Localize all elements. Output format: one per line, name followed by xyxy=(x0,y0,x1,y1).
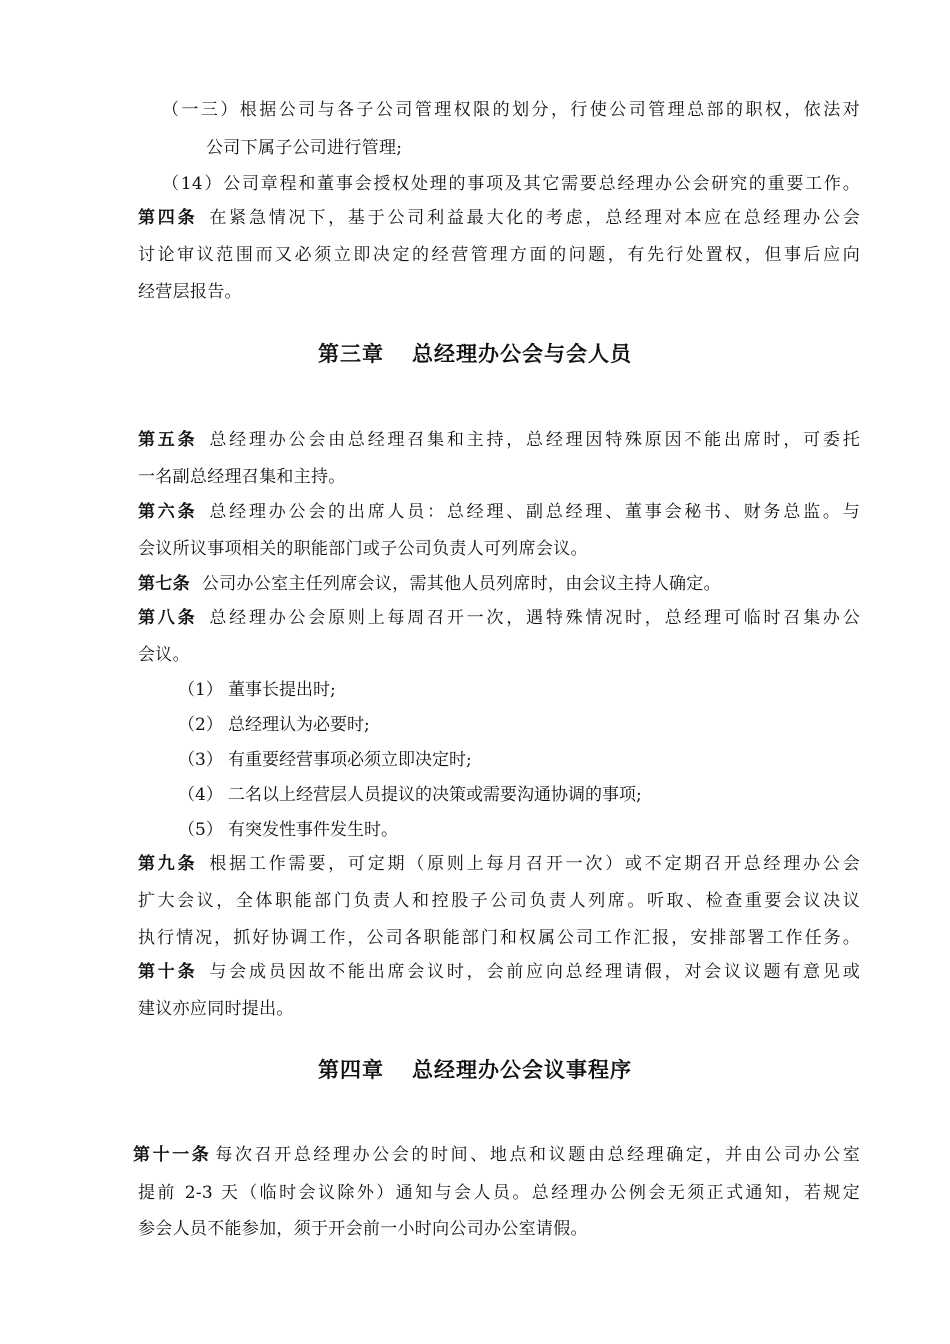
article-8-item-4 xyxy=(178,783,642,807)
article-11-line-2: 提前 2-3 天（临时会议除外）通知与会人员。总经理办公例会无须正式通知，若规定 xyxy=(138,1183,860,1203)
chapter-4-number: 第四章 xyxy=(318,1057,384,1082)
article-8-item-5 xyxy=(178,818,398,842)
item-13-line-1: （一三）根据公司与各子公司管理权限的划分，行使公司管理总部的职权，依法对 xyxy=(162,100,860,120)
article-11-line-1 xyxy=(133,1143,860,1167)
article-8-title: 第八条 xyxy=(138,608,198,628)
article-5-title: 第五条 xyxy=(138,430,198,450)
article-5-text: 总经理办公会由总经理召集和主持，总经理因特殊原因不能出席时，可委托 xyxy=(209,430,860,450)
article-8-item-3 xyxy=(178,748,472,772)
article-9-text: 根据工作需要，可定期（原则上每月召开一次）或不定期召开总经理办公会 xyxy=(209,854,860,874)
article-8-item-1 xyxy=(178,678,336,702)
article-4-title: 第四条 xyxy=(138,208,198,228)
article-11-text: 每次召开总经理办公会的时间、地点和议题由总经理确定，并由公司办公室 xyxy=(215,1145,861,1165)
article-4-text: 在紧急情况下，基于公司利益最大化的考虑，总经理对本应在总经理办公会 xyxy=(209,208,860,228)
article-10-text: 与会成员因故不能出席会议时，会前应向总经理请假，对会议议题有意见或 xyxy=(209,962,860,982)
article-9-line-2: 扩大会议，全体职能部门负责人和控股子公司负责人列席。听取、检查重要会议决议 xyxy=(138,891,860,911)
chapter-4-title: 总经理办公会议事程序 xyxy=(412,1057,632,1082)
item-13-line-2: 公司下属子公司进行管理; xyxy=(206,138,403,158)
item-number: （1） xyxy=(178,680,223,700)
article-9-line-3: 执行情况，抓好协调工作，公司各职能部门和权属公司工作汇报，安排部署工作任务。 xyxy=(138,928,860,948)
article-6-line-1 xyxy=(138,500,860,524)
chapter-3-number: 第三章 xyxy=(318,341,384,366)
article-7-text: 公司办公室主任列席会议，需其他人员列席时，由会议主持人确定。 xyxy=(201,574,721,594)
article-8-text: 总经理办公会原则上每周召开一次，遇特殊情况时，总经理可临时召集办公 xyxy=(209,608,860,628)
article-11-line-3: 参会人员不能参加，须于开会前一小时向公司办公室请假。 xyxy=(138,1219,588,1239)
article-6-title: 第六条 xyxy=(138,502,198,522)
chapter-3-heading xyxy=(0,340,950,368)
article-11-title: 第十一条 xyxy=(133,1145,212,1165)
article-8-item-2 xyxy=(178,713,370,737)
article-5-line-1 xyxy=(138,428,860,452)
article-10-title: 第十条 xyxy=(138,962,198,982)
article-6-line-2: 会议所议事项相关的职能部门或子公司负责人可列席会议。 xyxy=(138,539,588,559)
item-14: （14）公司章程和董事会授权处理的事项及其它需要总经理办公会研究的重要工作。 xyxy=(162,174,860,194)
article-8-line-2: 会议。 xyxy=(138,645,190,665)
article-9-title: 第九条 xyxy=(138,854,198,874)
article-4-line-1 xyxy=(138,206,860,230)
item-text: 有突发性事件发生时。 xyxy=(228,820,398,840)
article-5-line-2: 一名副总经理召集和主持。 xyxy=(138,467,346,487)
article-6-text: 总经理办公会的出席人员：总经理、副总经理、董事会秘书、财务总监。与 xyxy=(209,502,860,522)
item-text: 董事长提出时; xyxy=(228,680,336,700)
item-text: 总经理认为必要时; xyxy=(228,715,370,735)
item-number: （2） xyxy=(178,715,223,735)
article-7-title: 第七条 xyxy=(138,574,190,594)
article-4-line-2: 讨论审议范围而又必须立即决定的经营管理方面的问题，有先行处置权，但事后应向 xyxy=(138,245,860,265)
article-7-line-1 xyxy=(138,572,860,596)
item-number: （4） xyxy=(178,785,223,805)
item-number: （5） xyxy=(178,820,223,840)
article-10-line-2: 建议亦应同时提出。 xyxy=(138,999,294,1019)
article-4-line-3: 经营层报告。 xyxy=(138,282,242,302)
article-8-line-1 xyxy=(138,606,860,630)
chapter-4-heading xyxy=(0,1056,950,1084)
item-text: 有重要经营事项必须立即决定时; xyxy=(228,750,472,770)
item-text: 二名以上经营层人员提议的决策或需要沟通协调的事项; xyxy=(228,785,642,805)
article-10-line-1 xyxy=(138,960,860,984)
item-number: （3） xyxy=(178,750,223,770)
chapter-3-title: 总经理办公会与会人员 xyxy=(412,341,632,366)
article-9-line-1 xyxy=(138,852,860,876)
